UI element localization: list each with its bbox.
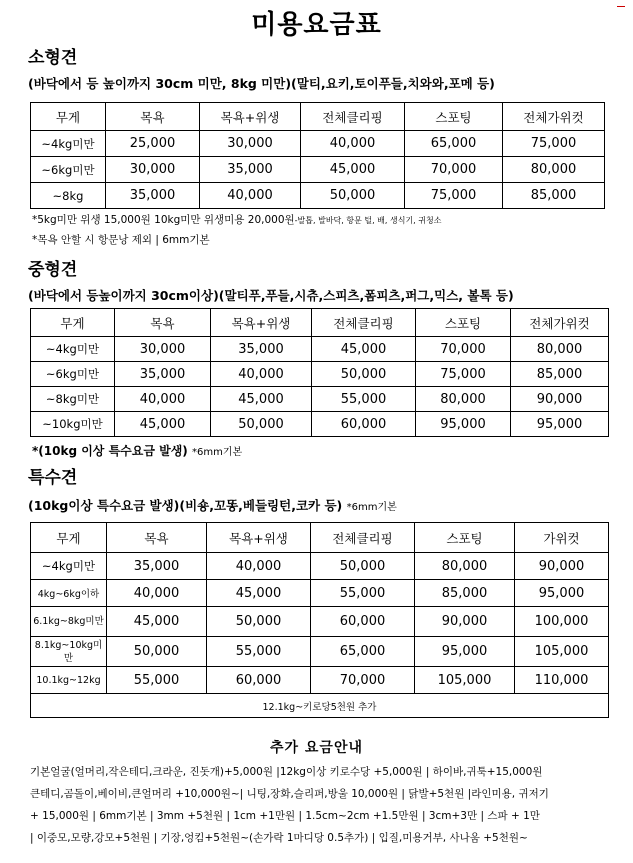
medium-dog-note <box>32 442 242 459</box>
price-cell: 80,000 <box>503 157 605 183</box>
header-bath: 목욕 <box>115 309 211 337</box>
note-text: *(10kg 이상 특수요금 발생) <box>32 444 188 458</box>
weight-cell: ~8kg미만 <box>31 387 115 412</box>
price-cell: 45,000 <box>312 337 416 362</box>
table-header-row <box>31 309 609 337</box>
weight-cell: ~4kg미만 <box>31 131 106 157</box>
price-cell: 110,000 <box>515 667 609 694</box>
price-cell: 50,000 <box>211 412 312 437</box>
price-cell: 40,000 <box>115 387 211 412</box>
price-cell: 35,000 <box>200 157 301 183</box>
price-cell: 50,000 <box>301 183 405 209</box>
price-cell: 85,000 <box>511 362 609 387</box>
header-bath-hygiene: 목욕+위생 <box>200 103 301 131</box>
header-weight: 무게 <box>31 103 106 131</box>
small-dog-heading: 소형견 <box>28 48 78 68</box>
price-cell: 70,000 <box>405 157 503 183</box>
price-cell: 90,000 <box>515 553 609 580</box>
price-cell: 85,000 <box>503 183 605 209</box>
footer-note-cell: 12.1kg~키로당5천원 추가 <box>31 694 609 718</box>
price-cell: 50,000 <box>311 553 415 580</box>
price-cell: 30,000 <box>200 131 301 157</box>
extra-charges-line-4: | 이중모,모량,강모+5천원 | 기장,엉킴+5천원~(손가락 1마디당 0.5추가) | 입질,미용거부, 사나움 +5천원~ <box>30 832 528 844</box>
small-dog-subtitle: (바닥에서 등 높이까지 30cm 미만, 8kg 미만)(말티,요키,토이푸들,치와와,포메 등) <box>28 76 495 91</box>
medium-dog-heading: 중형견 <box>28 260 78 280</box>
weight-cell: 4kg~6kg이하 <box>31 580 107 607</box>
table-row <box>31 157 605 183</box>
price-cell: 85,000 <box>415 580 515 607</box>
weight-cell: ~6kg미만 <box>31 157 106 183</box>
subtitle-detail: *6mm기본 <box>346 502 397 513</box>
weight-cell: 10.1kg~12kg <box>31 667 107 694</box>
weight-cell: ~8kg <box>31 183 106 209</box>
price-cell: 95,000 <box>515 580 609 607</box>
price-cell: 45,000 <box>211 387 312 412</box>
table-row <box>31 580 609 607</box>
price-cell: 45,000 <box>107 607 207 637</box>
weight-cell: ~4kg미만 <box>31 553 107 580</box>
weight-cell: 6.1kg~8kg미만 <box>31 607 107 637</box>
small-dog-price-table <box>30 102 605 209</box>
medium-dog-price-table <box>30 308 609 437</box>
subtitle-text: (10kg이상 특수요금 발생)(비숑,꼬똥,베들링턴,코카 등) <box>28 498 343 513</box>
price-cell: 70,000 <box>311 667 415 694</box>
header-weight: 무게 <box>31 309 115 337</box>
table-header-row <box>31 103 605 131</box>
price-cell: 40,000 <box>207 553 311 580</box>
note-text: *5kg미만 위생 15,000원 10kg미만 위생미용 20,000원 <box>32 214 295 226</box>
header-full-clipping: 전체클리핑 <box>311 523 415 553</box>
price-cell: 80,000 <box>511 337 609 362</box>
price-cell: 95,000 <box>416 412 511 437</box>
extra-charges-line-2: 큰테디,곰돌이,베이비,큰얼머리 +10,000원~| 니팅,장화,슬리퍼,방울 10,000원 | 닭발+5천원 |라인미용, 귀저기 <box>30 788 549 800</box>
price-cell: 35,000 <box>107 553 207 580</box>
price-cell: 80,000 <box>415 553 515 580</box>
price-cell: 95,000 <box>415 637 515 667</box>
table-row <box>31 183 605 209</box>
special-dog-heading: 특수견 <box>28 468 78 488</box>
price-cell: 30,000 <box>115 337 211 362</box>
price-cell: 45,000 <box>115 412 211 437</box>
price-cell: 55,000 <box>107 667 207 694</box>
page-title: 미용요금표 <box>251 10 382 40</box>
price-cell: 75,000 <box>405 183 503 209</box>
special-dog-subtitle <box>28 496 397 514</box>
header-full-clipping: 전체클리핑 <box>301 103 405 131</box>
table-row <box>31 412 609 437</box>
table-row <box>31 337 609 362</box>
price-cell: 50,000 <box>207 607 311 637</box>
note-detail: -발톱, 발바닥, 항문 털, 배, 생식기, 귀청소 <box>294 216 442 225</box>
price-cell: 35,000 <box>106 183 200 209</box>
price-cell: 90,000 <box>415 607 515 637</box>
price-cell: 40,000 <box>200 183 301 209</box>
price-cell: 70,000 <box>416 337 511 362</box>
header-full-scissor: 전체가위컷 <box>503 103 605 131</box>
price-cell: 95,000 <box>511 412 609 437</box>
header-bath-hygiene: 목욕+위생 <box>207 523 311 553</box>
price-cell: 65,000 <box>405 131 503 157</box>
price-cell: 75,000 <box>503 131 605 157</box>
header-full-clipping: 전체클리핑 <box>312 309 416 337</box>
price-cell: 100,000 <box>515 607 609 637</box>
price-cell: 40,000 <box>211 362 312 387</box>
weight-cell: ~4kg미만 <box>31 337 115 362</box>
table-row <box>31 667 609 694</box>
small-dog-note-2: *목욕 안할 시 항문낭 제외 | 6mm기본 <box>32 234 210 246</box>
price-cell: 90,000 <box>511 387 609 412</box>
table-header-row <box>31 523 609 553</box>
weight-cell: 8.1kg~10kg미만 <box>31 637 107 667</box>
table-footer-row <box>31 694 609 718</box>
note-detail: *6mm기본 <box>191 447 243 458</box>
extra-charges-line-3: + 15,000원 | 6mm기본 | 3mm +5천원 | 1cm +1만원 | 1.5cm~2cm +1.5만원 | 3cm+3만 | 스파 + 1만 <box>30 810 540 822</box>
header-bath: 목욕 <box>107 523 207 553</box>
header-sporting: 스포팅 <box>416 309 511 337</box>
price-cell: 105,000 <box>515 637 609 667</box>
header-bath: 목욕 <box>106 103 200 131</box>
table-row <box>31 607 609 637</box>
small-dog-note-1 <box>32 212 441 227</box>
header-sporting: 스포팅 <box>415 523 515 553</box>
price-cell: 60,000 <box>207 667 311 694</box>
header-scissor: 가위컷 <box>515 523 609 553</box>
extra-charges-line-1: 기본얼굴(얼머리,작은테디,크라운, 진돗개)+5,000원 |12kg이상 키로수당 +5,000원 | 하이바,귀툭+15,000원 <box>30 766 543 778</box>
price-cell: 80,000 <box>416 387 511 412</box>
header-sporting: 스포팅 <box>405 103 503 131</box>
price-cell: 35,000 <box>115 362 211 387</box>
price-cell: 40,000 <box>107 580 207 607</box>
weight-cell: ~6kg미만 <box>31 362 115 387</box>
price-cell: 55,000 <box>207 637 311 667</box>
price-cell: 50,000 <box>312 362 416 387</box>
price-cell: 30,000 <box>106 157 200 183</box>
price-cell: 55,000 <box>311 580 415 607</box>
price-cell: 35,000 <box>211 337 312 362</box>
special-dog-price-table <box>30 522 609 718</box>
price-cell: 60,000 <box>311 607 415 637</box>
header-full-scissor: 전체가위컷 <box>511 309 609 337</box>
price-cell: 45,000 <box>301 157 405 183</box>
price-cell: 40,000 <box>301 131 405 157</box>
table-row <box>31 637 609 667</box>
corner-mark <box>617 6 625 7</box>
price-cell: 50,000 <box>107 637 207 667</box>
weight-cell: ~10kg미만 <box>31 412 115 437</box>
price-cell: 75,000 <box>416 362 511 387</box>
table-row <box>31 131 605 157</box>
price-cell: 55,000 <box>312 387 416 412</box>
table-row <box>31 553 609 580</box>
price-cell: 25,000 <box>106 131 200 157</box>
extra-charges-heading: 추가 요금안내 <box>269 740 364 756</box>
table-row <box>31 387 609 412</box>
table-row <box>31 362 609 387</box>
header-weight: 무게 <box>31 523 107 553</box>
price-cell: 65,000 <box>311 637 415 667</box>
price-cell: 45,000 <box>207 580 311 607</box>
header-bath-hygiene: 목욕+위생 <box>211 309 312 337</box>
price-cell: 105,000 <box>415 667 515 694</box>
medium-dog-subtitle: (바닥에서 등높이까지 30cm이상)(말티푸,푸들,시츄,스피츠,폼피츠,퍼그,믹스, 볼톡 등) <box>28 288 514 303</box>
price-cell: 60,000 <box>312 412 416 437</box>
